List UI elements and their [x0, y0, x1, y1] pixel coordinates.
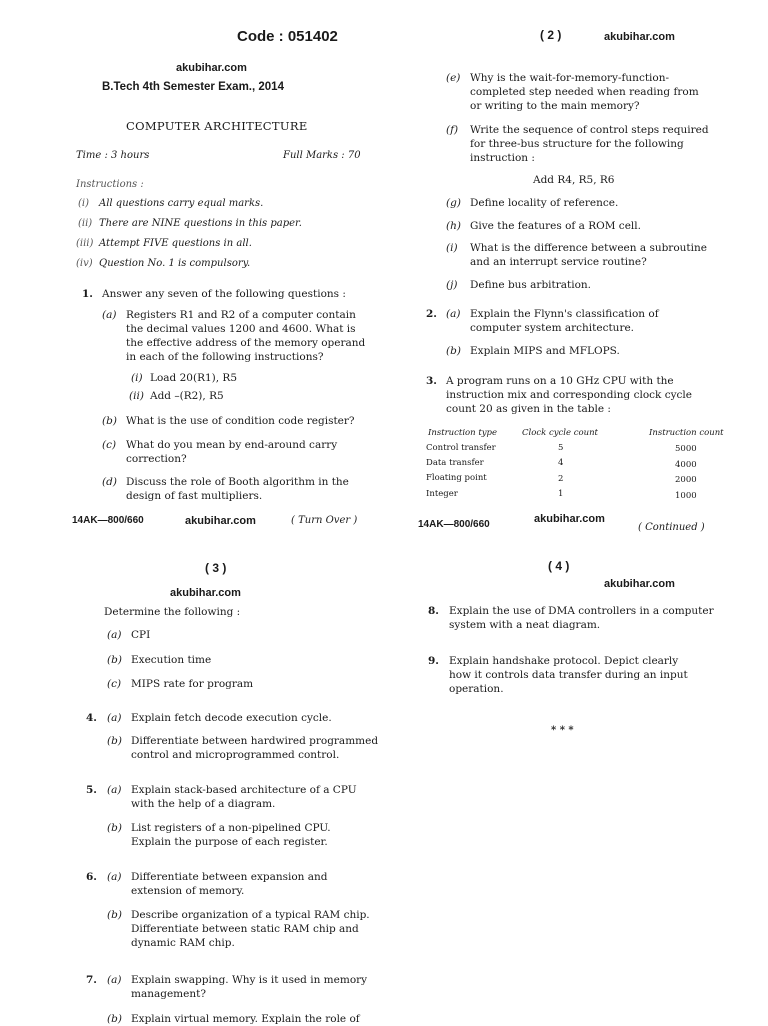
sub-label: (j) — [446, 279, 458, 291]
sub-label: (b) — [107, 654, 122, 666]
sub-text: instruction : — [470, 152, 535, 164]
sub-text: Give the features of a ROM cell. — [470, 220, 641, 232]
question-text: how it controls data transfer during an input — [449, 669, 688, 681]
question-number: 7. — [86, 974, 97, 986]
subject-title: COMPUTER ARCHITECTURE — [126, 119, 308, 133]
page-number: ( 3 ) — [205, 561, 227, 575]
question-text: instruction mix and corresponding clock cycle — [446, 389, 693, 401]
sub-text: extension of memory. — [131, 885, 245, 897]
site-watermark: akubihar.com — [604, 578, 675, 590]
question-number: 1. — [82, 288, 93, 300]
page-4 — [384, 540, 768, 1024]
instruction-num: (i) — [78, 198, 90, 209]
footer-code: 14AK—800/660 — [72, 515, 144, 526]
site-watermark: akubihar.com — [170, 587, 241, 599]
sub-text: Explain swapping. Why is it used in memory — [131, 974, 368, 986]
sub-text: Explain virtual memory. Explain the role of — [131, 1013, 360, 1025]
sub-label: (c) — [102, 439, 117, 451]
sub-label: (a) — [107, 784, 122, 796]
instruction-text: Question No. 1 is compulsory. — [99, 258, 251, 269]
sub-text: and an interrupt service routine? — [470, 256, 647, 268]
instruction-text: Attempt FIVE questions in all. — [99, 238, 252, 249]
instruction-text: All questions carry equal marks. — [99, 198, 264, 209]
paper-code: Code : 051402 — [237, 28, 338, 45]
instruction-text: There are NINE questions in this paper. — [99, 218, 302, 229]
table-cell: Floating point — [426, 473, 487, 483]
end-mark: * * * — [551, 725, 574, 736]
sub-text: design of fast multipliers. — [126, 490, 263, 502]
question-text: A program runs on a 10 GHz CPU with the — [446, 375, 674, 387]
sub-label: (i) — [446, 242, 458, 254]
site-watermark: akubihar.com — [176, 62, 247, 74]
table-cell: 1000 — [675, 491, 697, 501]
sub-text: Explain the purpose of each register. — [131, 836, 328, 848]
sub-text: Registers R1 and R2 of a computer contain — [126, 309, 356, 321]
sub-text: What do you mean by end-around carry — [126, 439, 338, 451]
sub-text: Explain fetch decode execution cycle. — [131, 712, 332, 724]
footer-site: akubihar.com — [185, 515, 256, 527]
footer-note: ( Continued ) — [638, 522, 705, 533]
sub-label: (a) — [107, 871, 122, 883]
sub-text: completed step needed when reading from — [470, 86, 699, 98]
sub-text: CPI — [131, 629, 151, 641]
question-number: 8. — [428, 605, 439, 617]
instruction-num: (iv) — [76, 258, 93, 269]
question-text: system with a neat diagram. — [449, 619, 601, 631]
table-cell: 2000 — [675, 475, 697, 485]
sub-text: with the help of a diagram. — [131, 798, 276, 810]
sub-text: Execution time — [131, 654, 212, 666]
sub-text: Differentiate between static RAM chip and — [131, 923, 359, 935]
full-marks: Full Marks : 70 — [283, 150, 361, 161]
sub-text: correction? — [126, 453, 187, 465]
question-text: Answer any seven of the following questions : — [102, 288, 346, 300]
page-2 — [384, 0, 768, 540]
sub-sub-text: Add –(R2), R5 — [150, 390, 224, 402]
table-cell: 5000 — [675, 444, 697, 454]
intro-text: Determine the following : — [104, 606, 241, 618]
sub-label: (b) — [107, 909, 122, 921]
footer-site: akubihar.com — [534, 513, 605, 525]
sub-sub-label: (ii) — [129, 390, 144, 402]
instruction-num: (iii) — [76, 238, 94, 249]
question-text: count 20 as given in the table : — [446, 403, 611, 415]
sub-label: (b) — [107, 735, 122, 747]
sub-label: (b) — [102, 415, 117, 427]
sub-sub-label: (i) — [131, 372, 143, 384]
sub-text: Differentiate between expansion and — [131, 871, 328, 883]
table-cell: 4000 — [675, 460, 697, 470]
table-cell: 5 — [558, 443, 564, 453]
sub-text: Explain MIPS and MFLOPS. — [470, 345, 620, 357]
question-number: 2. — [426, 308, 437, 320]
question-number: 3. — [426, 375, 437, 387]
sub-text: List registers of a non-pipelined CPU. — [131, 822, 331, 834]
sub-label: (d) — [102, 476, 117, 488]
sub-label: (e) — [446, 72, 461, 84]
sub-label: (a) — [107, 629, 122, 641]
sub-text: the decimal values 1200 and 4600. What is — [126, 323, 356, 335]
table-header: Instruction count — [649, 428, 724, 438]
time-allowed: Time : 3 hours — [76, 150, 150, 161]
sub-label: (a) — [102, 309, 117, 321]
sub-label: (b) — [446, 345, 461, 357]
sub-text: control and microprogrammed control. — [131, 749, 340, 761]
question-text: operation. — [449, 683, 504, 695]
footer-note: ( Turn Over ) — [291, 515, 358, 526]
sub-label: (f) — [446, 124, 459, 136]
question-number: 4. — [86, 712, 97, 724]
table-cell: Data transfer — [426, 458, 484, 468]
sub-text: What is the difference between a subroutine — [470, 242, 707, 254]
sub-text: the effective address of the memory operand — [126, 337, 366, 349]
sub-label: (h) — [446, 220, 461, 232]
instructions-heading: Instructions : — [76, 179, 144, 190]
table-cell: 2 — [558, 474, 564, 484]
sub-text: Explain stack-based architecture of a CPU — [131, 784, 357, 796]
sub-text: Differentiate between hardwired programmed — [131, 735, 379, 747]
sub-text: Define bus arbitration. — [470, 279, 592, 291]
table-cell: Control transfer — [426, 443, 496, 453]
question-number: 9. — [428, 655, 439, 667]
sub-label: (b) — [107, 822, 122, 834]
sub-label: (b) — [107, 1013, 122, 1025]
sub-text: Write the sequence of control steps required — [470, 124, 709, 136]
table-header: Instruction type — [428, 428, 498, 438]
table-cell: 4 — [558, 458, 564, 468]
instruction-example: Add R4, R5, R6 — [533, 174, 615, 186]
sub-label: (a) — [446, 308, 461, 320]
footer-code: 14AK—800/660 — [418, 519, 490, 530]
question-text: Explain handshake protocol. Depict clearly — [449, 655, 679, 667]
question-text: Explain the use of DMA controllers in a computer — [449, 605, 714, 617]
instruction-num: (ii) — [78, 218, 93, 229]
exam-title: B.Tech 4th Semester Exam., 2014 — [102, 81, 284, 93]
page-1 — [0, 0, 384, 540]
sub-label: (a) — [107, 974, 122, 986]
sub-label: (c) — [107, 678, 122, 690]
site-watermark: akubihar.com — [604, 31, 675, 43]
sub-text: Why is the wait-for-memory-function- — [470, 72, 670, 84]
sub-sub-text: Load 20(R1), R5 — [150, 372, 238, 384]
sub-text: Describe organization of a typical RAM chip. — [131, 909, 370, 921]
question-number: 5. — [86, 784, 97, 796]
page-number: ( 4 ) — [548, 559, 570, 573]
sub-text: What is the use of condition code register? — [126, 415, 355, 427]
sub-text: Define locality of reference. — [470, 197, 619, 209]
sub-label: (a) — [107, 712, 122, 724]
sub-text: dynamic RAM chip. — [131, 937, 235, 949]
sub-text: for three-bus structure for the following — [470, 138, 684, 150]
sub-text: MIPS rate for program — [131, 678, 254, 690]
sub-text: in each of the following instructions? — [126, 351, 324, 363]
sub-text: management? — [131, 988, 206, 1000]
sub-text: computer system architecture. — [470, 322, 635, 334]
sub-text: or writing to the main memory? — [470, 100, 640, 112]
page-number: ( 2 ) — [540, 28, 562, 42]
sub-text: Explain the Flynn's classification of — [470, 308, 659, 320]
question-number: 6. — [86, 871, 97, 883]
sub-label: (g) — [446, 197, 461, 209]
table-cell: Integer — [426, 489, 458, 499]
sub-text: Discuss the role of Booth algorithm in the — [126, 476, 349, 488]
table-header: Clock cycle count — [522, 428, 598, 438]
page-3 — [0, 540, 384, 1024]
table-cell: 1 — [558, 489, 564, 499]
